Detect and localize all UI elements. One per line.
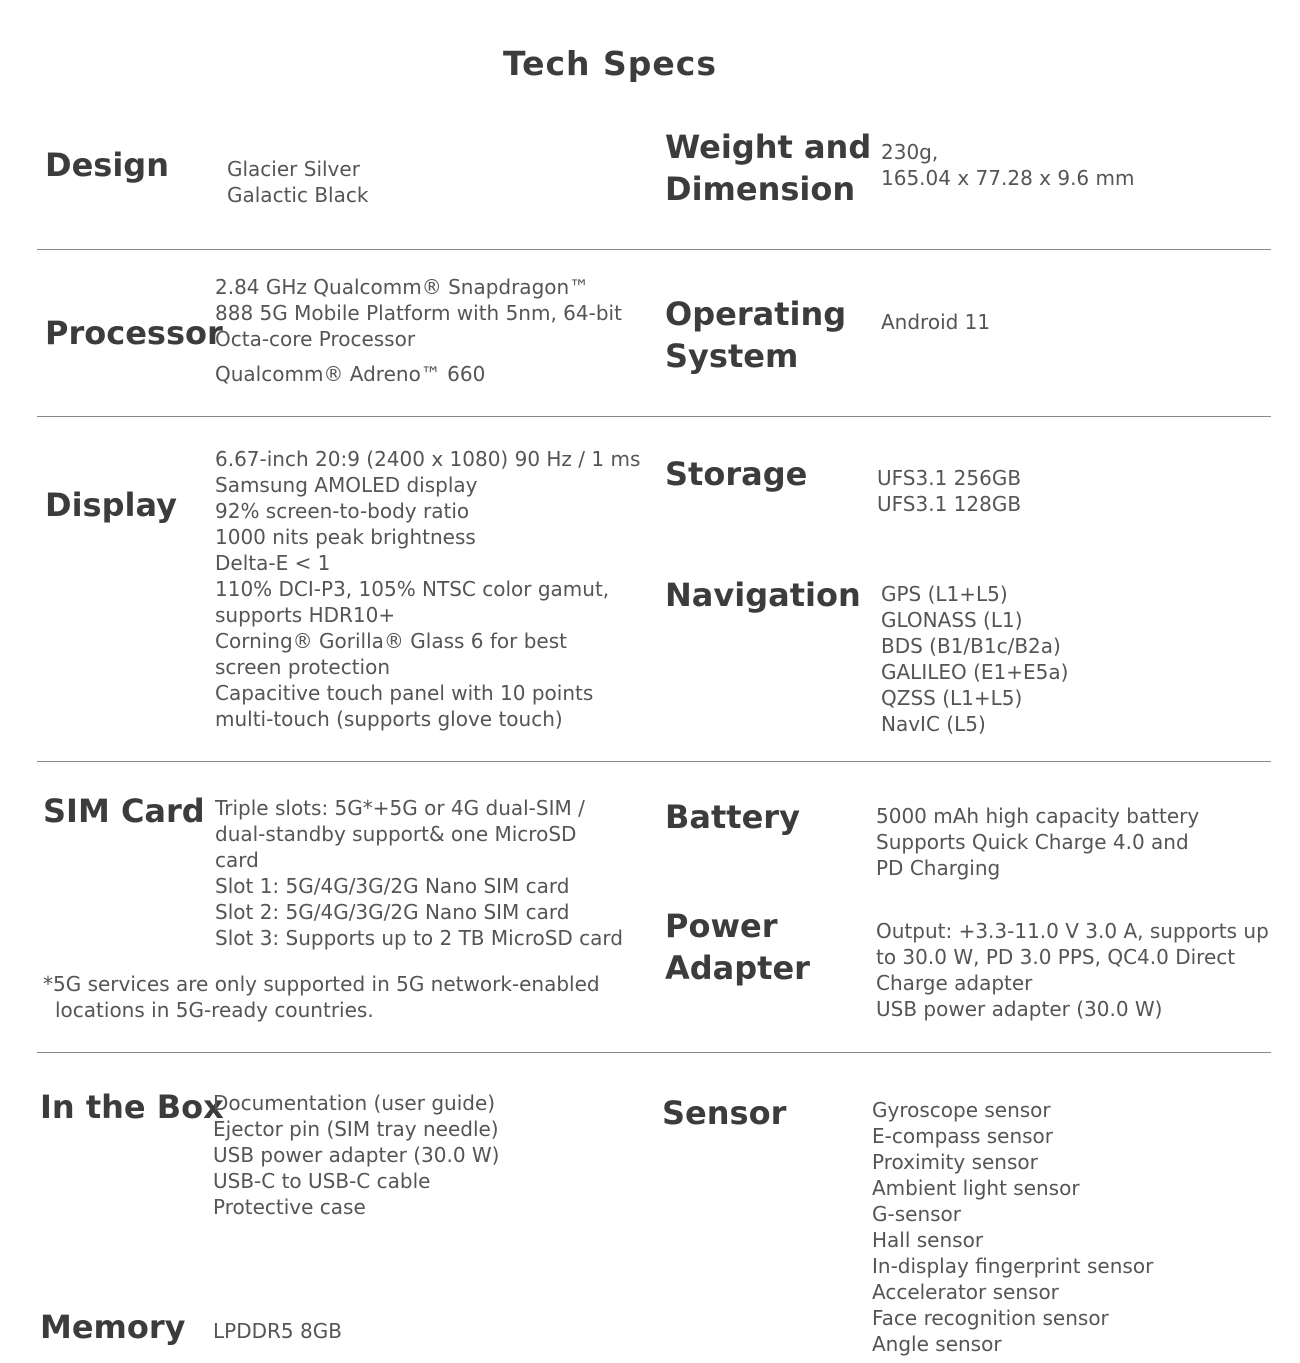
- navigation-value: GPS (L1+L5): [881, 582, 1008, 606]
- sensor-value: E-compass sensor: [872, 1124, 1053, 1148]
- weight-value: 230g,: [881, 140, 939, 164]
- design-value: Galactic Black: [227, 183, 369, 207]
- sim-value: card: [215, 848, 259, 872]
- page-title: Tech Specs: [502, 44, 718, 83]
- display-value: Samsung AMOLED display: [215, 473, 478, 497]
- sim-value: dual-standby support& one MicroSD: [215, 822, 577, 846]
- power-value: Charge adapter: [876, 971, 1033, 995]
- weight-dimension-label: Weight and Dimension: [665, 128, 872, 208]
- inbox-value: USB-C to USB-C cable: [213, 1169, 431, 1193]
- storage-values: [877, 465, 1021, 517]
- battery-value: 5000 mAh high capacity battery: [876, 804, 1200, 828]
- storage-value: UFS3.1 128GB: [877, 492, 1022, 516]
- inbox-value: Protective case: [213, 1195, 366, 1219]
- os-label: Operating System: [665, 295, 847, 375]
- sensor-value: Gyroscope sensor: [872, 1098, 1051, 1122]
- storage-label: Storage: [665, 455, 808, 493]
- power-value: USB power adapter (30.0 W): [876, 997, 1163, 1021]
- power-values: [876, 918, 1269, 1022]
- processor-label: Processor: [45, 314, 223, 352]
- battery-values: [876, 803, 1199, 881]
- 5g-footnote: *5G services are only supported in 5G network-enabled locations in 5G-ready countries.: [43, 972, 600, 1022]
- memory-label: Memory: [40, 1308, 186, 1346]
- sensor-value: Face recognition sensor: [872, 1306, 1109, 1330]
- design-values: [227, 156, 368, 208]
- display-label: Display: [45, 486, 177, 524]
- sensor-value: Accelerator sensor: [872, 1280, 1059, 1304]
- display-value: multi-touch (supports glove touch): [215, 707, 563, 731]
- os-value: Android 11: [881, 310, 991, 334]
- navigation-value: BDS (B1/B1c/B2a): [881, 634, 1061, 658]
- display-value: screen protection: [215, 655, 391, 679]
- battery-value: Supports Quick Charge 4.0 and: [876, 830, 1189, 854]
- processor-value: Octa-core Processor: [215, 327, 416, 351]
- display-value: Corning® Gorilla® Glass 6 for best: [215, 629, 567, 653]
- power-value: Output: +3.3-11.0 V 3.0 A, supports up: [876, 919, 1269, 943]
- processor-value: 888 5G Mobile Platform with 5nm, 64-bit: [215, 301, 622, 325]
- sensor-value: Angle sensor: [872, 1332, 1002, 1356]
- inbox-value: USB power adapter (30.0 W): [213, 1143, 500, 1167]
- power-adapter-label: Power Adapter: [665, 907, 810, 987]
- battery-value: PD Charging: [876, 856, 1001, 880]
- display-value: 92% screen-to-body ratio: [215, 499, 470, 523]
- sim-card-label: SIM Card: [43, 792, 205, 830]
- design-value: Glacier Silver: [227, 157, 360, 181]
- processor-values: [215, 274, 622, 387]
- sensor-value: Proximity sensor: [872, 1150, 1038, 1174]
- sensor-value: Ambient light sensor: [872, 1176, 1080, 1200]
- weight-value: 165.04 x 77.28 x 9.6 mm: [881, 166, 1135, 190]
- navigation-label: Navigation: [665, 576, 861, 614]
- divider: [37, 1052, 1271, 1053]
- navigation-value: GALILEO (E1+E5a): [881, 660, 1069, 684]
- memory-value: LPDDR5 8GB: [213, 1319, 342, 1343]
- in-the-box-label: In the Box: [40, 1088, 224, 1126]
- display-values: [215, 446, 640, 732]
- navigation-value: GLONASS (L1): [881, 608, 1023, 632]
- sensor-value: Hall sensor: [872, 1228, 984, 1252]
- display-value: 1000 nits peak brightness: [215, 525, 476, 549]
- display-value: 110% DCI-P3, 105% NTSC color gamut,: [215, 577, 610, 601]
- sim-value: Slot 3: Supports up to 2 TB MicroSD card: [215, 926, 623, 950]
- design-label: Design: [45, 146, 169, 184]
- battery-label: Battery: [665, 798, 800, 836]
- storage-value: UFS3.1 256GB: [877, 466, 1022, 490]
- processor-value: 2.84 GHz Qualcomm® Snapdragon™: [215, 275, 590, 299]
- gpu-value: Qualcomm® Adreno™ 660: [215, 362, 486, 386]
- display-value: Capacitive touch panel with 10 points: [215, 681, 594, 705]
- inbox-value: Documentation (user guide): [213, 1091, 496, 1115]
- sensor-value: In-display fingerprint sensor: [872, 1254, 1154, 1278]
- sim-value: Slot 1: 5G/4G/3G/2G Nano SIM card: [215, 874, 570, 898]
- inbox-values: [213, 1090, 499, 1220]
- weight-values: [881, 139, 1134, 191]
- display-value: Delta-E < 1: [215, 551, 331, 575]
- navigation-values: [881, 581, 1068, 737]
- sim-value: Triple slots: 5G*+5G or 4G dual-SIM /: [215, 796, 585, 820]
- navigation-value: QZSS (L1+L5): [881, 686, 1023, 710]
- display-value: supports HDR10+: [215, 603, 396, 627]
- sensor-label: Sensor: [662, 1094, 787, 1132]
- display-value: 6.67-inch 20:9 (2400 x 1080) 90 Hz / 1 ms: [215, 447, 641, 471]
- navigation-value: NavIC (L5): [881, 712, 986, 736]
- divider: [37, 416, 1271, 417]
- inbox-value: Ejector pin (SIM tray needle): [213, 1117, 499, 1141]
- divider: [37, 761, 1271, 762]
- sensor-values: [872, 1097, 1153, 1357]
- sim-value: Slot 2: 5G/4G/3G/2G Nano SIM card: [215, 900, 570, 924]
- divider: [37, 249, 1271, 250]
- sensor-value: G-sensor: [872, 1202, 961, 1226]
- power-value: to 30.0 W, PD 3.0 PPS, QC4.0 Direct: [876, 945, 1236, 969]
- sim-values: [215, 795, 623, 951]
